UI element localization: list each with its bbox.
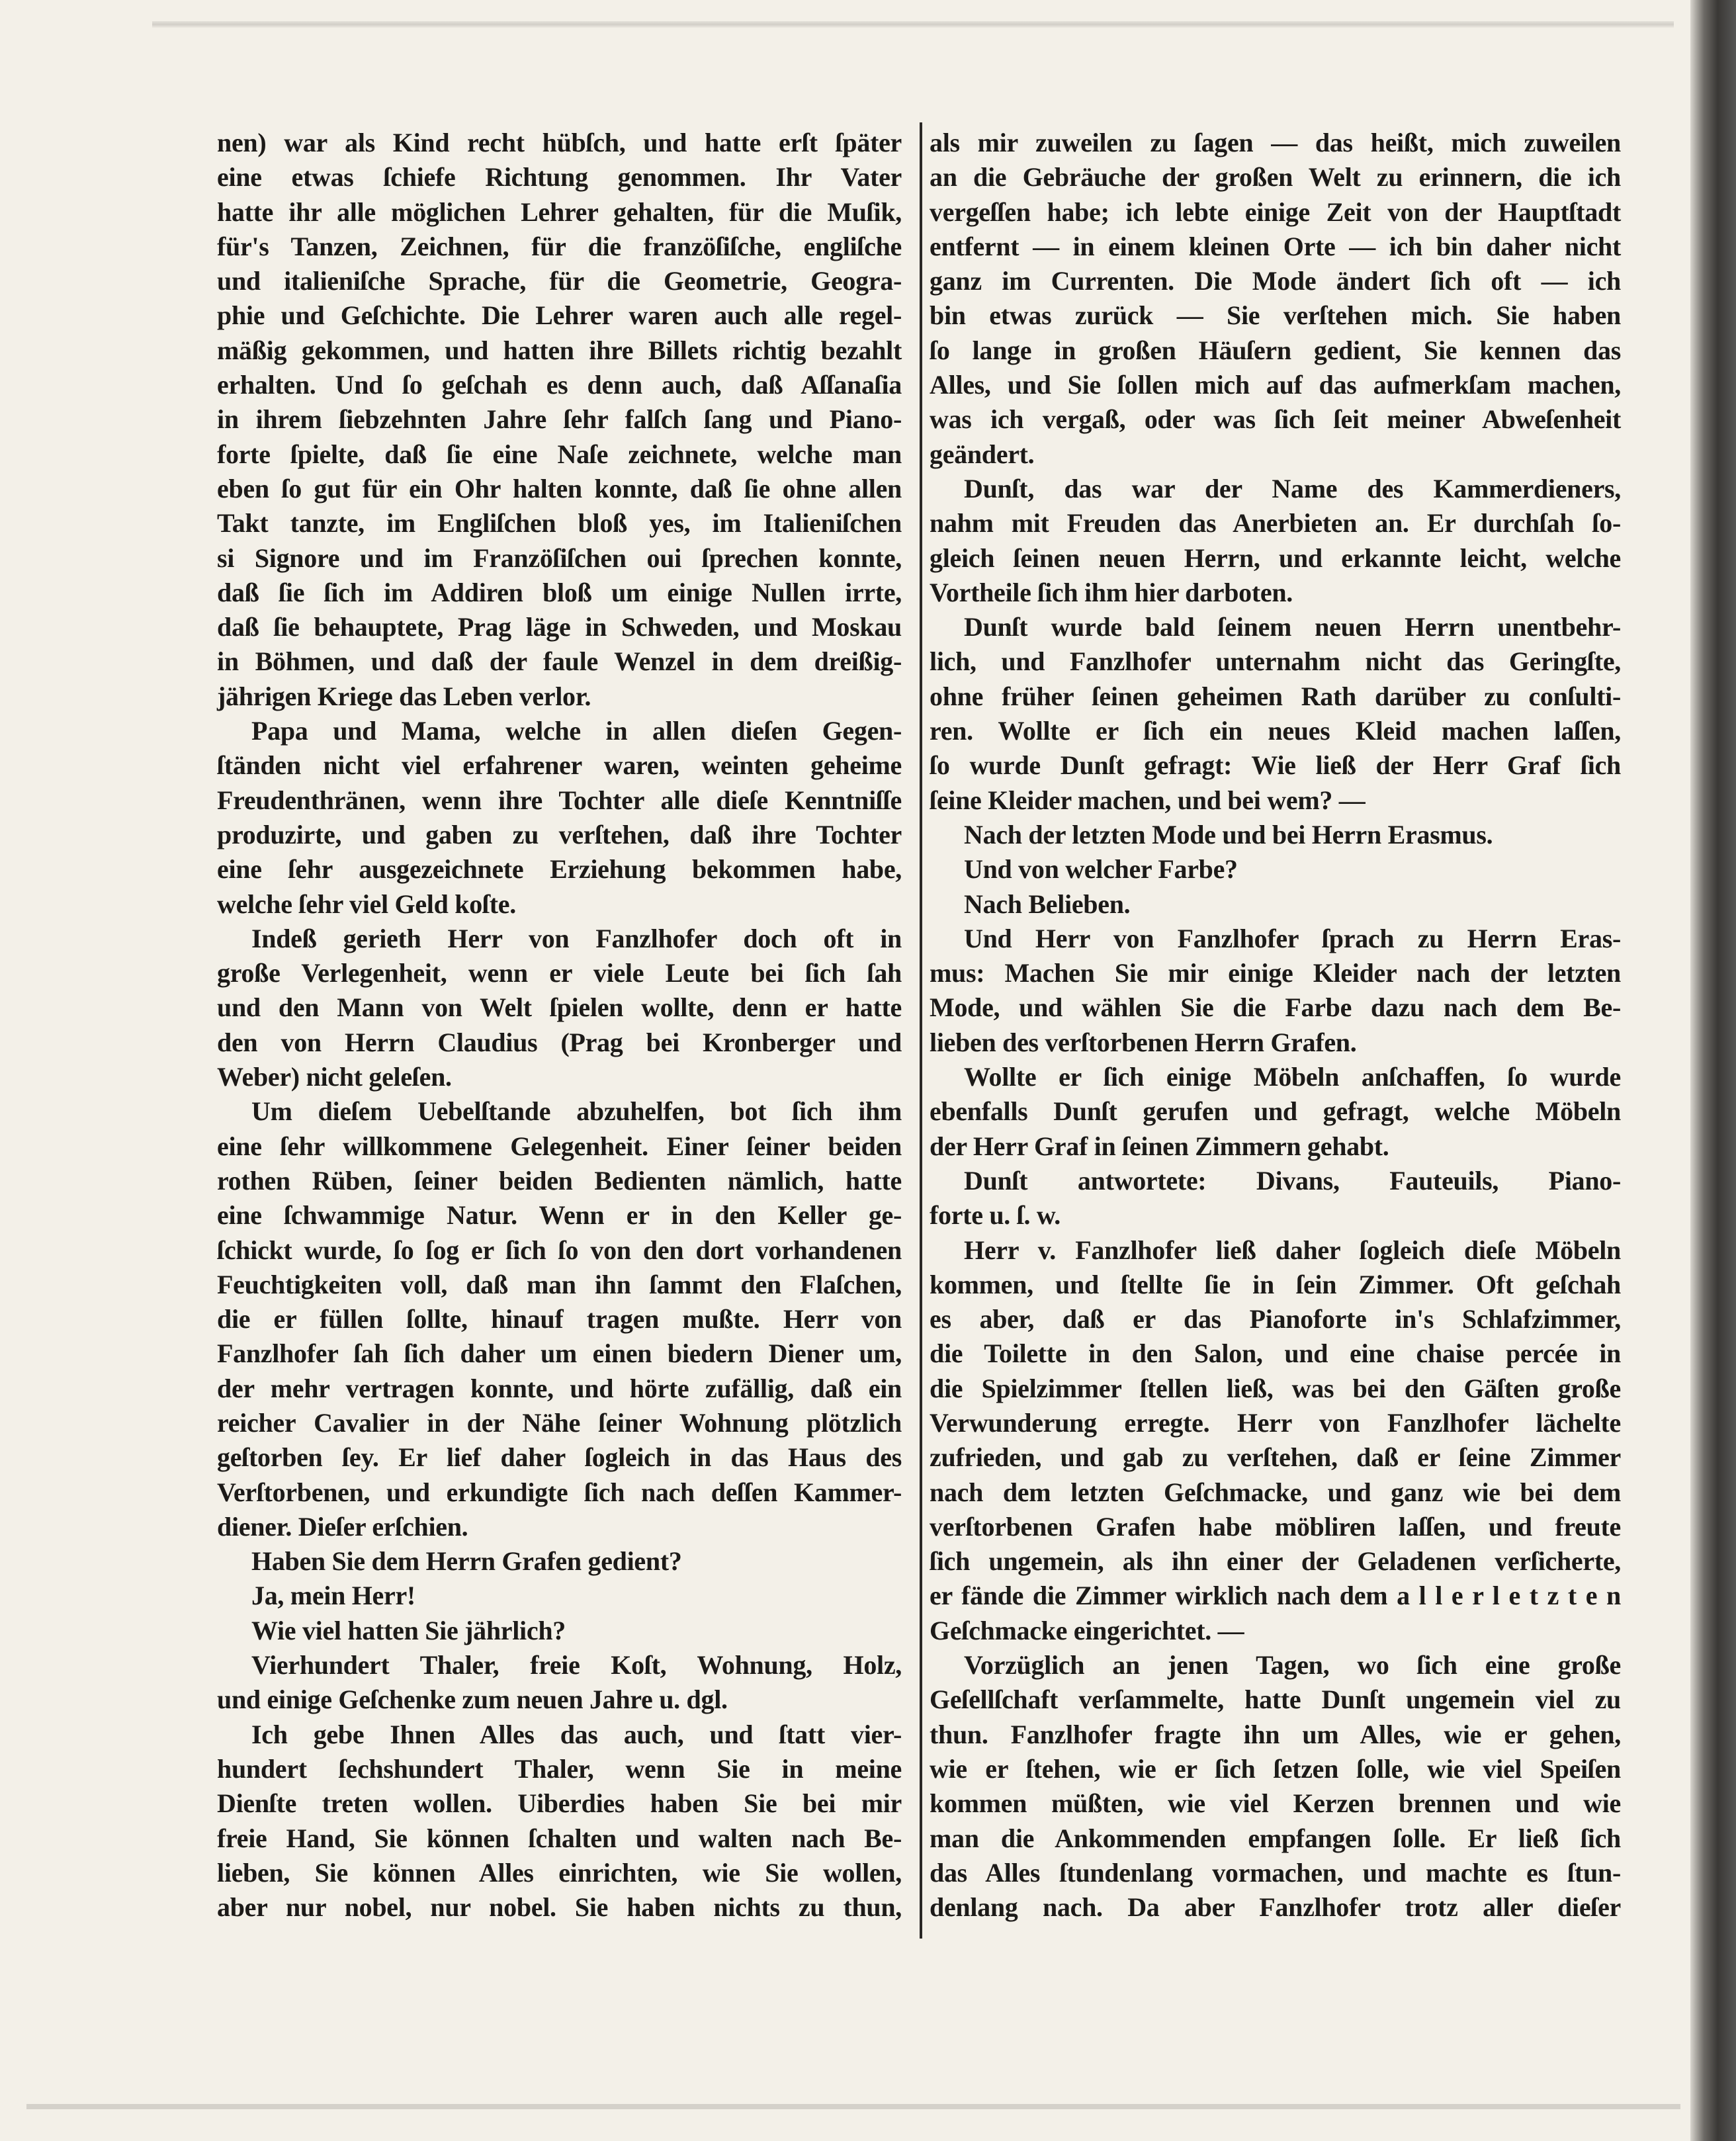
- text-line: eine ſehr willkommene Gelegenheit. Einer ſeiner beiden: [217, 1131, 902, 1161]
- paragraph: [930, 610, 1621, 818]
- text-line: Nach der letzten Mode und bei Herrn Erasmus.: [964, 819, 1493, 850]
- scan-top-edge: [152, 21, 1674, 28]
- paragraph: [930, 852, 1621, 887]
- text-line: kommen, und ſtellte ſie in ſein Zimmer. Oft geſchah: [930, 1269, 1621, 1299]
- paragraph: [217, 1544, 902, 1579]
- text-line: Haben Sie dem Herrn Grafen gedient?: [251, 1546, 682, 1577]
- text-line: nahm mit Freuden das Anerbieten an. Er durchſah ſo-: [930, 508, 1621, 539]
- text-line: ebenfalls Dunſt gerufen und gefragt, welche Möbeln: [930, 1096, 1621, 1127]
- text-line: mus: Machen Sie mir einige Kleider nach der letzten: [930, 958, 1621, 988]
- text-line: als mir zuweilen zu ſagen — das heißt, mich zuweilen: [930, 128, 1621, 157]
- text-line: denlang nach. Da aber Fanzlhofer trotz aller dieſer: [930, 1892, 1621, 1923]
- text-line: Verwunderung erregte. Herr von Fanzlhofer lächelte: [930, 1407, 1621, 1438]
- text-line: daß ſie ſich im Addiren bloß um einige Nullen irrte,: [217, 577, 902, 607]
- text-line: Nach Belieben.: [964, 889, 1131, 919]
- text-line: eine ſehr ausgezeichnete Erziehung bekommen habe,: [217, 854, 902, 885]
- text-line: lieben des verſtorbenen Herrn Grafen.: [930, 1027, 1357, 1057]
- text-line: Ich gebe Ihnen Alles das auch, und ſtatt vier-: [251, 1719, 902, 1749]
- scan-right-edge: [1690, 0, 1736, 2141]
- text-line: Verſtorbenen, und erkundigte ſich nach deſſen Kammer-: [217, 1477, 902, 1507]
- text-line: vergeſſen habe; ich lebte einige Zeit von der Hauptſtadt: [930, 197, 1621, 227]
- text-line: der mehr vertragen konnte, und hörte zufällig, daß ein: [217, 1373, 902, 1403]
- text-line: Herr v. Fanzlhofer ließ daher ſogleich dieſe Möbeln: [964, 1235, 1621, 1265]
- text-line: eben ſo gut für ein Ohr halten konnte, daß ſie ohne allen: [217, 473, 902, 503]
- text-line: entfernt — in einem kleinen Orte — ich bin daher nicht: [930, 231, 1621, 261]
- paragraph: [217, 1614, 902, 1648]
- text-line: freie Hand, Sie können ſchalten und walten nach Be-: [217, 1823, 902, 1853]
- text-line: Alles, und Sie ſollen mich auf das aufmerkſam machen,: [930, 370, 1621, 400]
- text-line: ohne früher ſeinen geheimen Rath darüber zu conſulti-: [930, 681, 1621, 711]
- text-line: wie er ſtehen, wie er ſich ſetzen ſolle, wie viel Speiſen: [930, 1753, 1621, 1784]
- text-line: für's Tanzen, Zeichnen, für die franzöſiſche, engliſche: [217, 231, 902, 261]
- paragraph: [217, 1094, 902, 1544]
- text-line: ſchickt wurde, ſo ſog er ſich ſo von den dort vorhandenen: [217, 1235, 902, 1265]
- text-line: in Böhmen, und daß der faule Wenzel in dem dreißig-: [217, 646, 902, 677]
- text-line: Mode, und wählen Sie die Farbe dazu nach dem Be-: [930, 992, 1621, 1023]
- paragraph: [930, 922, 1621, 1060]
- text-line: Papa und Mama, welche in allen dieſen Gegen-: [251, 716, 902, 746]
- paragraph: [217, 1579, 902, 1613]
- text-line: geändert.: [930, 439, 1035, 469]
- text-line: und italieniſche Sprache, für die Geometrie, Geogra-: [217, 266, 902, 296]
- text-line: kommen müßten, wie viel Kerzen brennen und wie: [930, 1788, 1621, 1819]
- paragraph: [930, 818, 1621, 852]
- text-line: ſo lange in großen Häuſern gedient, Sie kennen das: [930, 335, 1621, 365]
- text-line: nach dem letzten Geſchmacke, und ganz wie bei dem: [930, 1477, 1621, 1507]
- paragraph: [930, 472, 1621, 610]
- text-line: Geſellſchaft verſammelte, hatte Dunſt ungemein viel zu: [930, 1684, 1621, 1715]
- paragraph: [217, 1648, 902, 1718]
- paragraph: [930, 1164, 1621, 1233]
- text-line: es aber, daß er das Pianoforte in's Schlafzimmer,: [930, 1304, 1621, 1334]
- text-line: ren. Wollte er ſich ein neues Kleid machen laſſen,: [930, 716, 1621, 746]
- text-line: Dienſte treten wollen. Uiberdies haben Sie bei mir: [217, 1788, 902, 1819]
- text-line: Um dieſem Uebelſtande abzuhelfen, bot ſich ihm: [251, 1096, 902, 1127]
- text-line: zufrieden, und gab zu verſtehen, daß er ſeine Zimmer: [930, 1442, 1621, 1473]
- paragraph: [217, 1718, 902, 1925]
- text-line: und den Mann von Welt ſpielen wollte, denn er hatte: [217, 992, 902, 1023]
- text-line: Dunſt wurde bald ſeinem neuen Herrn unentbehr-: [964, 612, 1621, 642]
- text-line: Wollte er ſich einige Möbeln anſchaffen, ſo wurde: [964, 1062, 1621, 1092]
- text-line: phie und Geſchichte. Die Lehrer waren auch alle regel-: [217, 300, 902, 331]
- paragraph: [217, 714, 902, 922]
- text-line: verſtorbenen Grafen habe möbliren laſſen, und freute: [930, 1511, 1621, 1542]
- text-line: Weber) nicht geleſen.: [217, 1062, 452, 1092]
- text-line: Und von welcher Farbe?: [964, 854, 1238, 885]
- text-line: Und Herr von Fanzlhofer ſprach zu Herrn Eras-: [964, 923, 1621, 953]
- text-line: gleich ſeinen neuen Herrn, und erkannte leicht, welche: [930, 543, 1621, 573]
- text-line: eine etwas ſchiefe Richtung genommen. Ihr Vater: [217, 162, 902, 193]
- text-line: bin etwas zurück — Sie verſtehen mich. Sie haben: [930, 300, 1621, 331]
- text-line: rothen Rüben, ſeiner beiden Bedienten nämlich, hatte: [217, 1165, 902, 1196]
- text-line: große Verlegenheit, wenn er viele Leute bei ſich ſah: [217, 958, 902, 988]
- text-line: aber nur nobel, nur nobel. Sie haben nichts zu thun,: [217, 1892, 902, 1923]
- text-line: das Alles ſtundenlang vormachen, und machte es ſtun-: [930, 1857, 1621, 1888]
- text-line: si Signore und im Franzöſiſchen oui ſprechen konnte,: [217, 543, 902, 573]
- text-line: geſtorben ſey. Er lief daher ſogleich in das Haus des: [217, 1442, 902, 1473]
- text-line: die Toilette in den Salon, und eine chaise percée in: [930, 1338, 1621, 1369]
- paragraph: [930, 1060, 1621, 1164]
- text-line: lieben, Sie können Alles einrichten, wie Sie wollen,: [217, 1857, 902, 1888]
- text-line: lich, und Fanzlhofer unternahm nicht das Geringſte,: [930, 646, 1621, 677]
- text-line: die er füllen ſollte, hinauf tragen mußte. Herr von: [217, 1304, 902, 1334]
- text-line: was ich vergaß, oder was ſich ſeit meiner Abweſenheit: [930, 404, 1621, 435]
- text-line: der Herr Graf in ſeinen Zimmern gehabt.: [930, 1131, 1389, 1161]
- text-line: daß ſie behauptete, Prag läge in Schweden, und Moskau: [217, 612, 902, 642]
- text-line: Fanzlhofer ſah ſich daher um einen biedern Diener um,: [217, 1338, 902, 1369]
- text-line: reicher Cavalier in der Nähe ſeiner Wohnung plötzlich: [217, 1407, 902, 1438]
- paragraph: [217, 126, 902, 714]
- text-line: Ja, mein Herr!: [251, 1581, 415, 1611]
- text-line: ſeine Kleider machen, und bei wem? —: [930, 785, 1366, 815]
- paragraph: [217, 922, 902, 1094]
- text-line: eine ſchwammige Natur. Wenn er in den Keller ge-: [217, 1200, 902, 1231]
- text-line: Takt tanzte, im Engliſchen bloß yes, im Italieniſchen: [217, 508, 902, 539]
- text-line: man die Ankommenden empfangen ſolle. Er ließ ſich: [930, 1823, 1621, 1853]
- right-text-column: [930, 126, 1621, 1925]
- text-line: Vorzüglich an jenen Tagen, wo ſich eine große: [964, 1650, 1621, 1681]
- column-divider: [920, 122, 922, 1939]
- paragraph: [930, 887, 1621, 922]
- text-line: Geſchmacke eingerichtet. —: [930, 1615, 1244, 1645]
- text-line: in ihrem ſiebzehnten Jahre ſehr falſch ſang und Piano-: [217, 404, 902, 435]
- left-text-column: [217, 126, 902, 1925]
- text-line: ſich ungemein, als ihn einer der Geladenen verſicherte,: [930, 1546, 1621, 1577]
- text-line: thun. Fanzlhofer fragte ihn um Alles, wie er gehen,: [930, 1719, 1621, 1749]
- text-line: Vortheile ſich ihm hier darboten.: [930, 577, 1293, 607]
- text-line: welche ſehr viel Geld koſte.: [217, 889, 516, 919]
- text-line: produzirte, und gaben zu verſtehen, daß ihre Tochter: [217, 819, 902, 850]
- paragraph: [930, 126, 1621, 472]
- paragraph: [930, 1233, 1621, 1649]
- text-line: jährigen Kriege das Leben verlor.: [217, 681, 591, 711]
- text-line: er fände die Zimmer wirklich nach dem a l l e r l e t z t e n: [930, 1581, 1621, 1611]
- text-line: Freudenthränen, wenn ihre Tochter alle dieſe Kenntniſſe: [217, 785, 902, 815]
- text-line: diener. Dieſer erſchien.: [217, 1511, 468, 1542]
- text-line: ſo wurde Dunſt gefragt: Wie ließ der Herr Graf ſich: [930, 750, 1621, 781]
- text-line: nen) war als Kind recht hübſch, und hatte erſt ſpäter: [217, 128, 902, 157]
- text-line: Vierhundert Thaler, freie Koſt, Wohnung, Holz,: [251, 1650, 902, 1681]
- text-line: ganz im Currenten. Die Mode ändert ſich oft — ich: [930, 266, 1621, 296]
- text-line: die Spielzimmer ſtellen ließ, was bei den Gäſten große: [930, 1373, 1621, 1403]
- scan-bottom-edge: [26, 2104, 1680, 2109]
- text-line: den von Herrn Claudius (Prag bei Kronberger und: [217, 1027, 902, 1057]
- text-line: forte ſpielte, daß ſie eine Naſe zeichnete, welche man: [217, 439, 902, 469]
- text-line: Feuchtigkeiten voll, daß man ihn ſammt den Flaſchen,: [217, 1269, 902, 1299]
- text-line: forte u. ſ. w.: [930, 1200, 1061, 1231]
- text-line: hundert ſechshundert Thaler, wenn Sie in meine: [217, 1753, 902, 1784]
- text-line: Dunſt, das war der Name des Kammerdieners,: [964, 473, 1621, 503]
- text-line: und einige Geſchenke zum neuen Jahre u. dgl.: [217, 1684, 728, 1715]
- text-line: erhalten. Und ſo geſchah es denn auch, daß Aſſanaſia: [217, 370, 902, 400]
- text-line: Indeß gerieth Herr von Fanzlhofer doch oft in: [251, 923, 902, 953]
- text-line: Wie viel hatten Sie jährlich?: [251, 1615, 566, 1645]
- text-line: hatte ihr alle möglichen Lehrer gehalten, für die Muſik,: [217, 197, 902, 227]
- paragraph: [930, 1648, 1621, 1925]
- text-line: mäßig gekommen, und hatten ihre Billets richtig bezahlt: [217, 335, 902, 365]
- text-line: an die Gebräuche der großen Welt zu erinnern, die ich: [930, 162, 1621, 193]
- text-line: ſtänden nicht viel erfahrener waren, weinten geheime: [217, 750, 902, 781]
- text-line: Dunſt antwortete: Divans, Fauteuils, Piano-: [964, 1165, 1621, 1196]
